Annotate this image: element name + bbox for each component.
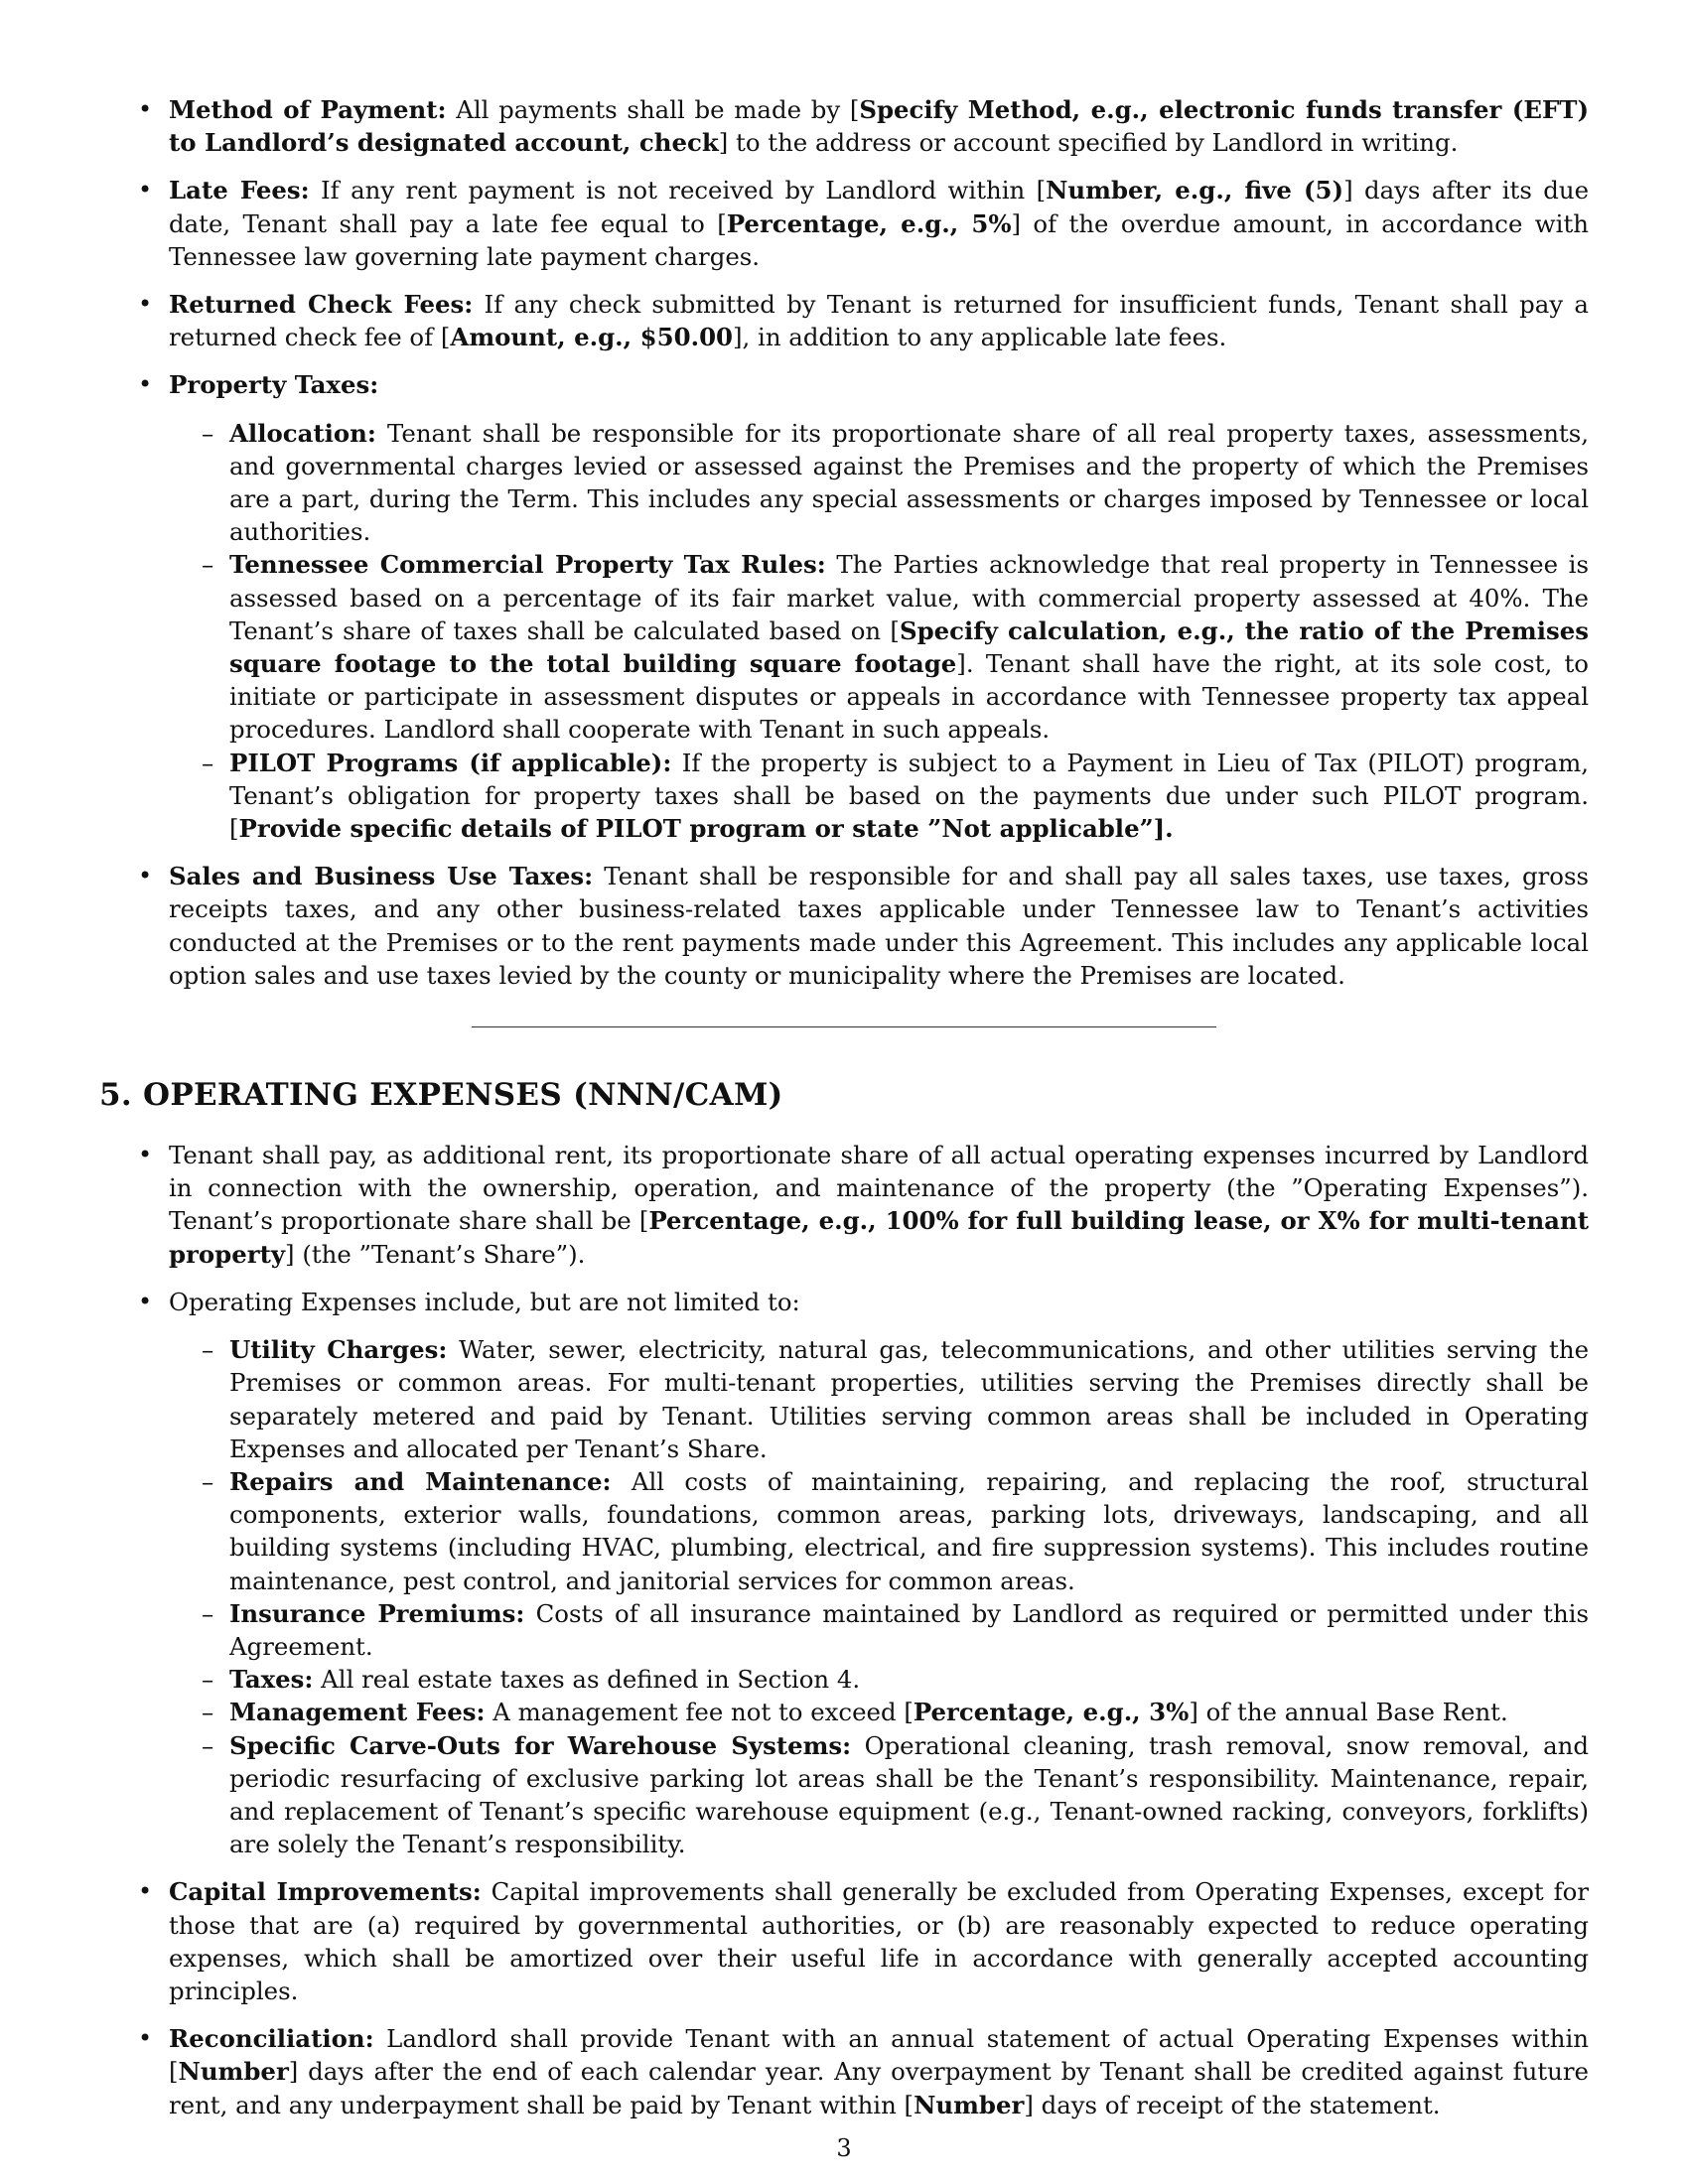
- list-item: [99, 2022, 1589, 2121]
- placeholder-text: Number, e.g., five (5): [1046, 176, 1344, 205]
- section-heading: 5. OPERATING EXPENSES (NNN/CAM): [99, 1077, 783, 1114]
- section-divider: [472, 1026, 1216, 1027]
- item-label: Method of Payment:: [169, 95, 447, 124]
- item-label: Management Fees:: [229, 1698, 486, 1727]
- item-text: If the property is subject to a Payment in Lieu of Tax (PILOT) program, Tenant’s obligation for property taxes shall be based on the payments due under such PILOT program. [: [229, 748, 1589, 844]
- item-text: ] of the annual Base Rent.: [1189, 1698, 1508, 1727]
- item-text: A management fee not to exceed [: [485, 1698, 914, 1727]
- list-item: [99, 1286, 1589, 1860]
- item-text: Capital improvements shall generally be excluded from Operating Expenses, except for those that are (a) required by governmental authorities, or (b) are reasonably expected to reduce operating expenses, which shall be amortized over their useful life in accordance with generally accepted accounting principles.: [169, 1877, 1589, 2005]
- item-text: Tenant shall be responsible for its proportionate share of all real property taxes, assessments, and governmental charges levied or assessed against the Premises and the property of which the Premises are a part, during the Term. This includes any special assessments or charges imposed by Tennessee or local authorities.: [229, 418, 1589, 547]
- list-item: [99, 174, 1589, 273]
- item-text: If any rent payment is not received by Landlord within [: [309, 176, 1047, 205]
- item-label: PILOT Programs (if applicable):: [229, 748, 672, 777]
- page-content: [99, 93, 1589, 2136]
- page-number: 3: [836, 2134, 852, 2162]
- item-text: Costs of all insurance maintained by Landlord as required or permitted under this Agreement.: [229, 1598, 1589, 1661]
- sub-list-item: [169, 1663, 1589, 1696]
- list-item: [99, 93, 1589, 159]
- item-text: Tenant shall be responsible for and shall pay all sales taxes, use taxes, gross receipts taxes, and any other business-related taxes applicable under Tennessee law to Tenant’s activities conducted at the Premises or to the rent payments made under this Agreement. This includes any applicable local option sales and use taxes levied by the county or municipality where the Premises are located.: [169, 862, 1589, 990]
- sub-list: [169, 417, 1589, 846]
- item-text: All costs of maintaining, repairing, and replacing the roof, structural components, exterior walls, foundations, common areas, parking lots, driveways, landscaping, and all building systems (including HVAC, plumbing, electrical, and fire suppression systems). This includes routine maintenance, pest control, and janitorial services for common areas.: [229, 1466, 1589, 1595]
- item-text: ] days after the end of each calendar year. Any overpayment by Tenant shall be credited against future rent, and any underpayment shall be paid by Tenant within [: [169, 2057, 1589, 2119]
- placeholder-text: Percentage, e.g., 100% for full building lease, or X% for multi-tenant property: [169, 1206, 1589, 1269]
- sub-list-item: [169, 1465, 1589, 1597]
- item-text: Landlord shall provide Tenant with an annual statement of actual Operating Expenses within [: [169, 2024, 1589, 2087]
- item-label: Returned Check Fees:: [169, 290, 474, 320]
- item-label: Sales and Business Use Taxes:: [169, 862, 594, 891]
- sub-list-item: [169, 1729, 1589, 1861]
- item-text: ] days after its due date, Tenant shall pay a late fee equal to [: [169, 176, 1589, 238]
- item-label: Capital Improvements:: [169, 1877, 482, 1907]
- item-text: All payments shall be made by [: [446, 95, 860, 124]
- list-item: [99, 368, 1589, 845]
- sub-list-item: [169, 417, 1589, 549]
- list-item: [99, 1875, 1589, 2007]
- item-label: Tennessee Commercial Property Tax Rules:: [229, 550, 826, 580]
- sub-list-item: [169, 747, 1589, 846]
- item-label: Repairs and Maintenance:: [229, 1466, 612, 1496]
- item-text: ] to the address or account specified by Landlord in writing.: [718, 128, 1459, 158]
- placeholder-text: Specify Method, e.g., electronic funds transfer (EFT) to Landlord’s designated account, check: [169, 95, 1589, 158]
- payment-terms-list: [99, 93, 1589, 992]
- item-label: Utility Charges:: [229, 1335, 448, 1365]
- item-label: Late Fees:: [169, 176, 310, 205]
- placeholder-text: Amount, e.g., $50.00: [450, 323, 734, 352]
- item-text: Tenant shall pay, as additional rent, its proportionate share of all actual operating expenses incurred by Landlord in connection with the ownership, operation, and maintenance of the property (the ”Operating Expenses”). Tenant’s proportionate share shall be [: [169, 1141, 1589, 1236]
- placeholder-text: Percentage, e.g., 3%: [913, 1698, 1190, 1727]
- item-text: Operating Expenses include, but are not limited to:: [169, 1287, 800, 1316]
- item-text: ] of the overdue amount, in accordance with Tennessee law governing late payment charges.: [169, 208, 1589, 271]
- item-text: The Parties acknowledge that real property in Tennessee is assessed based on a percentage of its fair market value, with commercial property assessed at 40%. The Tenant’s share of taxes shall be calculated based on [: [229, 550, 1589, 645]
- placeholder-text: Number: [914, 2090, 1025, 2119]
- sub-list: [169, 1333, 1589, 1860]
- item-label: Allocation:: [229, 418, 376, 448]
- item-label: Specific Carve-Outs for Warehouse Systems:: [229, 1730, 852, 1760]
- operating-expenses-list: [99, 1139, 1589, 2121]
- item-text: ] (the ”Tenant’s Share”).: [285, 1239, 586, 1269]
- item-text: Operational cleaning, trash removal, snow removal, and periodic resurfacing of exclusive parking lot areas shall be the Tenant’s responsibility. Maintenance, repair, and replacement of Tenant’s specific warehouse equipment (e.g., Tenant-owned racking, conveyors, forklifts) are solely the Tenant’s responsibility.: [229, 1730, 1589, 1859]
- sub-list-item: [169, 1597, 1589, 1663]
- sub-list-item: [169, 1333, 1589, 1465]
- placeholder-text: Percentage, e.g., 5%: [726, 208, 1012, 238]
- item-text: Water, sewer, electricity, natural gas, telecommunications, and other utilities serving the Premises or common areas. For multi-tenant properties, utilities serving the Premises directly shall be separately metered and paid by Tenant. Utilities serving common areas shall be included in Operating Expenses and allocated per Tenant’s Share.: [229, 1335, 1590, 1463]
- item-text: ]. Tenant shall have the right, at its sole cost, to initiate or participate in assessment disputes or appeals in accordance with Tennessee property tax appeal procedures. Landlord shall cooperate with Tenant in such appeals.: [229, 649, 1589, 745]
- list-item: [99, 288, 1589, 353]
- item-label: Reconciliation:: [169, 2024, 374, 2054]
- placeholder-text: Number: [178, 2057, 289, 2087]
- item-text: ] days of receipt of the statement.: [1024, 2090, 1441, 2119]
- item-text: All real estate taxes as defined in Section 4.: [313, 1665, 861, 1695]
- item-label: Insurance Premiums:: [229, 1598, 525, 1628]
- item-label: Taxes:: [229, 1665, 314, 1695]
- sub-list-item: [169, 548, 1589, 746]
- placeholder-text: Provide specific details of PILOT program or state ”Not applicable”].: [238, 814, 1174, 844]
- sub-list-item: [169, 1696, 1589, 1728]
- item-text: ], in addition to any applicable late fees.: [733, 323, 1227, 352]
- list-item: [99, 860, 1589, 992]
- item-text: If any check submitted by Tenant is returned for insufficient funds, Tenant shall pay a returned check fee of [: [169, 290, 1589, 352]
- item-label: Property Taxes:: [169, 370, 379, 400]
- list-item: [99, 1139, 1589, 1271]
- placeholder-text: Specify calculation, e.g., the ratio of the Premises square footage to the total building square footage: [229, 615, 1589, 679]
